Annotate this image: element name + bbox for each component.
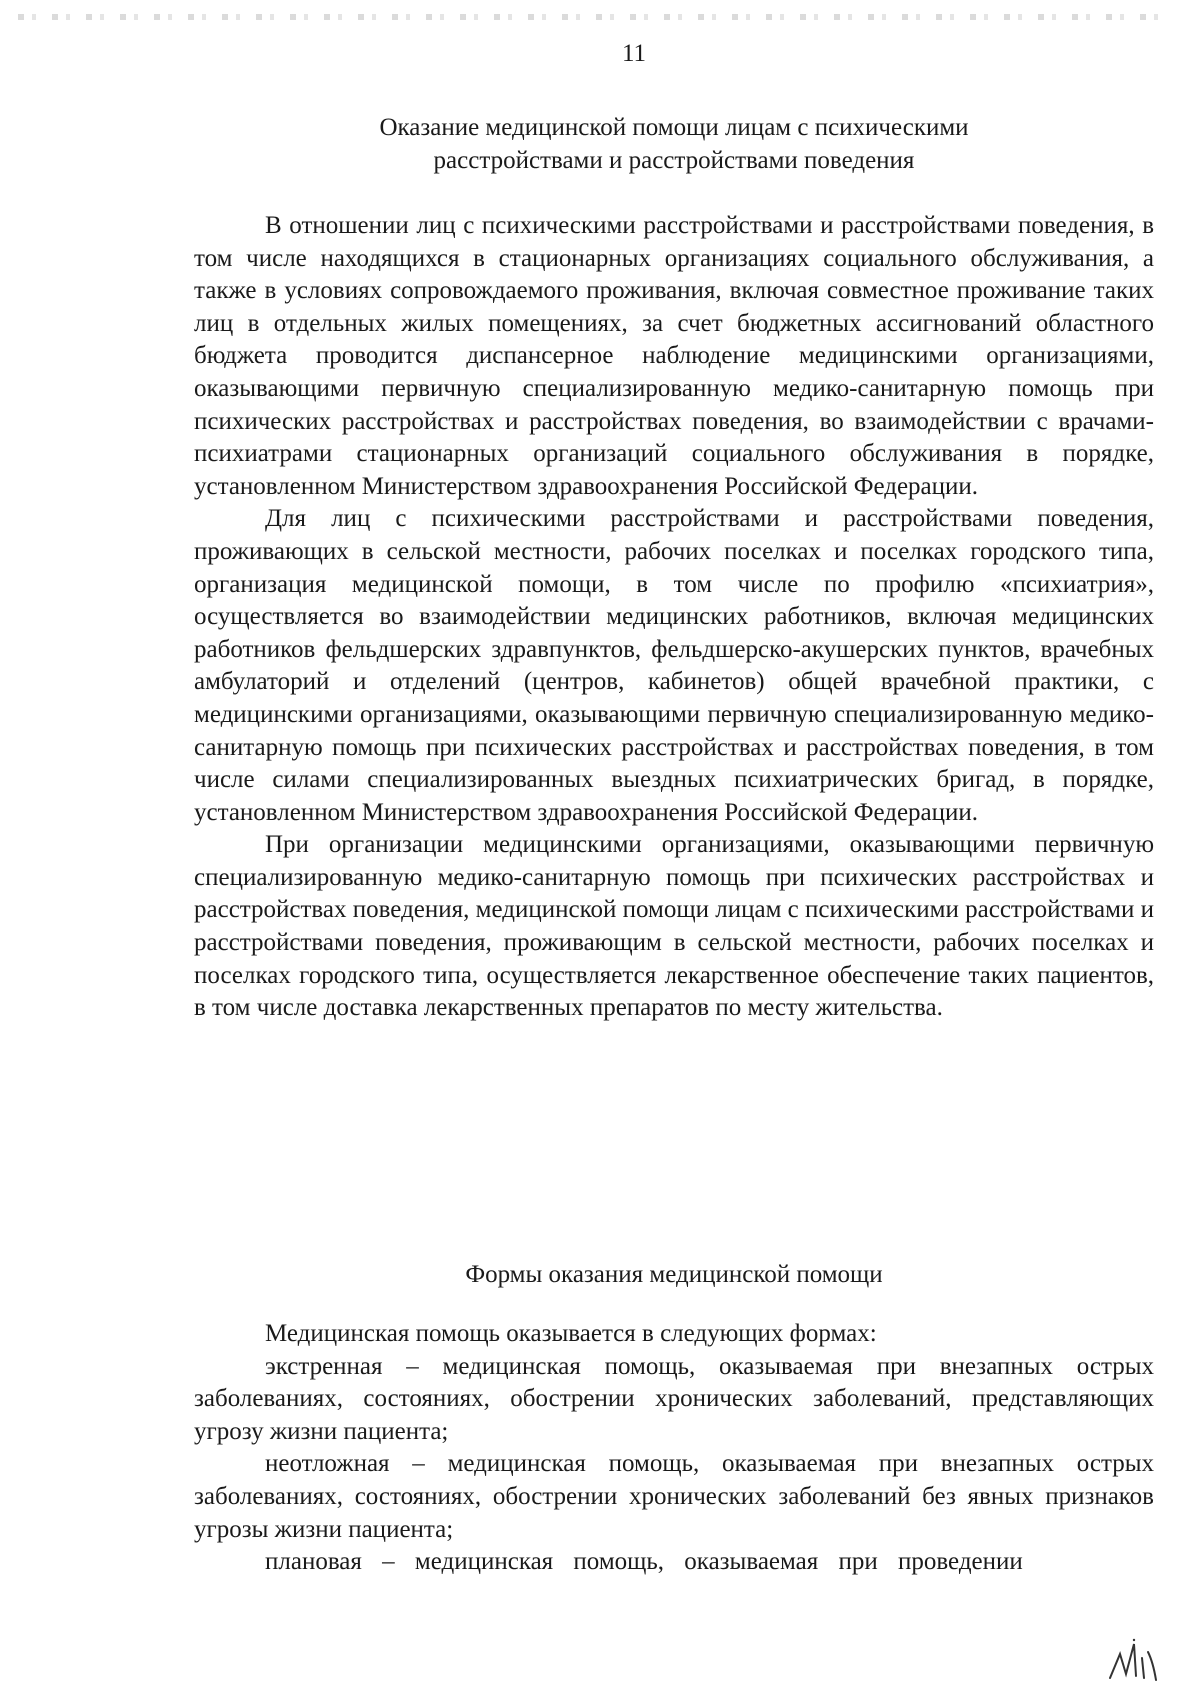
list-item-planned: плановая – медицинская помощь, оказываемая при проведении <box>265 1548 1023 1576</box>
paragraph: В отношении лиц с психическими расстройствами и расстройствами поведения, в том числе находящихся в стационарных организациях социального обслуживания, а также в условиях сопровождаемого проживания, включая совместное проживание таких лиц в отдельных жилых помещениях, за счет бюджетных ассигнований областного бюджета проводится диспансерное наблюдение медицинскими организациями, оказывающими первичную специализированную медико-санитарную помощь при психических расстройствах и расстройствах поведения, во взаимодействии с врачами-психиатрами стационарных организаций социального обслуживания в порядке, установленном Министерством здравоохранения Российской Федерации. <box>194 212 1154 500</box>
section-body-care-forms <box>194 1318 1154 1579</box>
section-title-line: Оказание медицинской помощи лицам с психическими <box>379 114 969 141</box>
paragraph: Медицинская помощь оказывается в следующих формах: <box>265 1320 877 1347</box>
scan-noise <box>18 14 1168 20</box>
section-title-mental-health <box>194 112 1154 177</box>
section-title-line: расстройствами и расстройствами поведения <box>433 146 915 174</box>
signature-mark <box>1104 1634 1160 1684</box>
list-item-emergency: экстренная – медицинская помощь, оказываемая при внезапных острых заболеваниях, состояниях, обострении хронических заболеваний, представляющих угрозу жизни пациента; <box>194 1352 1154 1445</box>
section-body-mental-health <box>194 210 1154 1025</box>
list-item-urgent: неотложная – медицинская помощь, оказываемая при внезапных острых заболеваниях, состояниях, обострении хронических заболеваний без явных признаков угрозы жизни пациента; <box>194 1450 1154 1543</box>
section-title-care-forms: Формы оказания медицинской помощи <box>465 1261 883 1288</box>
paragraph: Для лиц с психическими расстройствами и расстройствами поведения, проживающих в сельской местности, рабочих поселках и поселках городского типа, организация медицинской помощи, в том числе по профилю «психиатрия», осуществляется во взаимодействии медицинских работников, включая медицинских работников фельдшерских здравпунктов, фельдшерско-акушерских пунктов, врачебных амбулаторий и отделений (центров, кабинетов) общей врачебной практики, с медицинскими организациями, оказывающими первичную специализированную медико-санитарную помощь при психических расстройствах и расстройствах поведения, в том числе силами специализированных выездных психиатрических бригад, в порядке, установленном Министерством здравоохранения Российской Федерации. <box>194 505 1154 826</box>
page-number: 11 <box>621 40 647 67</box>
paragraph: При организации медицинскими организациями, оказывающими первичную специализированную медико-санитарную помощь при психических расстройствах и расстройствах поведения, медицинской помощи лицам с психическими расстройствами и расстройствами поведения, проживающим в сельской местности, рабочих поселках и поселках городского типа, осуществляется лекарственное обеспечение таких пациентов, в том числе доставка лекарственных препаратов по месту жительства. <box>194 831 1154 1022</box>
